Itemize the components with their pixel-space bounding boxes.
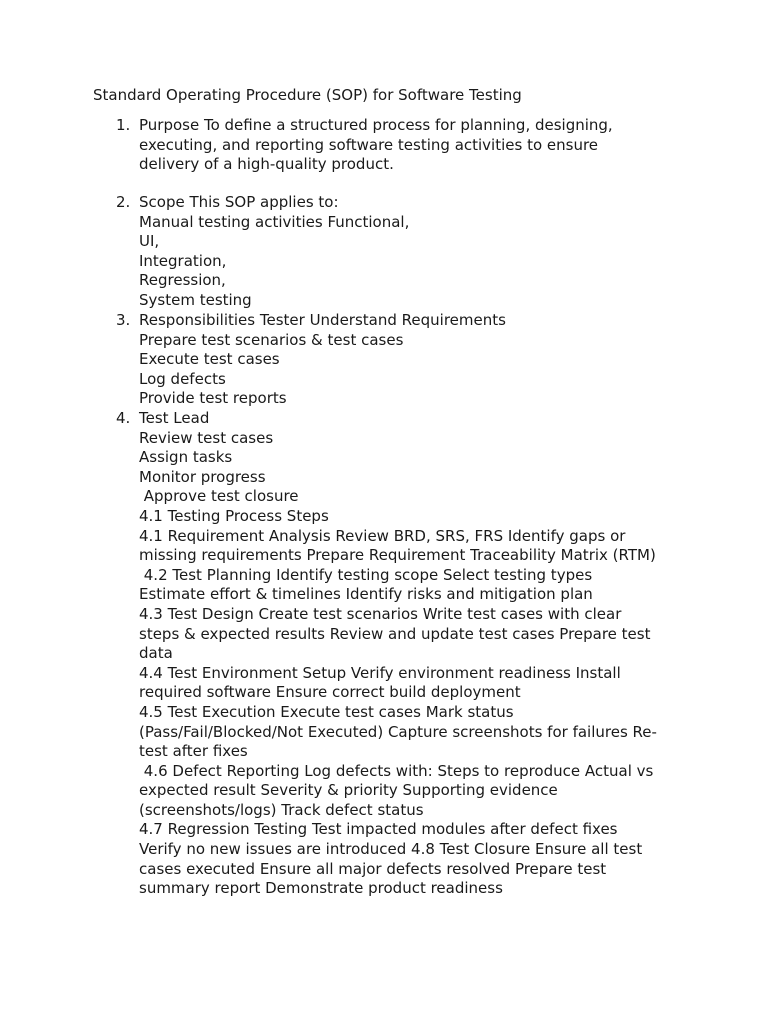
list-item-body <box>139 116 679 175</box>
text-line: 4.1 Requirement Analysis Review BRD, SRS, FRS Identify gaps or <box>139 526 626 545</box>
text-line: 4.1 Testing Process Steps <box>139 506 329 525</box>
text-line: missing requirements Prepare Requirement Traceability Matrix (RTM) <box>139 546 656 565</box>
text-line: delivery of a high-quality product. <box>139 155 394 174</box>
text-line: 4.4 Test Environment Setup Verify environment readiness Install <box>139 663 621 682</box>
text-line: executing, and reporting software testing activities to ensure <box>139 135 599 154</box>
document-title: Standard Operating Procedure (SOP) for Software Testing <box>93 86 522 104</box>
text-line: Scope This SOP applies to: <box>139 193 339 211</box>
text-line: expected result Severity & priority Supporting evidence <box>139 781 558 800</box>
text-line: 4.6 Defect Reporting Log defects with: Steps to reproduce Actual vs <box>139 761 654 780</box>
text-line: steps & expected results Review and update test cases Prepare test <box>139 624 651 643</box>
text-line: Provide test reports <box>139 389 287 408</box>
text-line: cases executed Ensure all major defects resolved Prepare test <box>139 859 607 878</box>
list-item-body <box>139 409 679 899</box>
text-line: 4.2 Test Planning Identify testing scope Select testing types <box>139 565 593 584</box>
text-line: (Pass/Fail/Blocked/Not Executed) Capture screenshots for failures Re- <box>139 722 657 741</box>
list-item-number: 3. <box>116 311 131 329</box>
list-item-body <box>139 311 679 409</box>
list-item-number: 2. <box>116 193 131 211</box>
text-line: Review test cases <box>139 428 274 447</box>
text-line: Manual testing activities Functional, <box>139 212 410 231</box>
text-line: Monitor progress <box>139 467 266 486</box>
text-line: 4.5 Test Execution Execute test cases Mark status <box>139 702 514 721</box>
text-line: Test Lead <box>139 409 210 427</box>
text-line: data <box>139 644 173 663</box>
text-line: Purpose To define a structured process for planning, designing, <box>139 116 613 134</box>
text-line: test after fixes <box>139 742 248 761</box>
list-item-number: 1. <box>116 116 131 134</box>
text-line: System testing <box>139 290 252 309</box>
text-line: Integration, <box>139 251 227 270</box>
text-line: Execute test cases <box>139 350 280 369</box>
text-line: summary report Demonstrate product readiness <box>139 879 503 898</box>
text-line: Log defects <box>139 369 226 388</box>
text-line: Estimate effort & timelines Identify risks and mitigation plan <box>139 585 593 604</box>
text-line: Verify no new issues are introduced 4.8 Test Closure Ensure all test <box>139 840 643 859</box>
text-line: Prepare test scenarios & test cases <box>139 330 404 349</box>
list-item-body <box>139 193 679 311</box>
text-line: Regression, <box>139 271 226 290</box>
text-line: Assign tasks <box>139 448 233 467</box>
text-line: 4.3 Test Design Create test scenarios Write test cases with clear <box>139 604 622 623</box>
text-line: 4.7 Regression Testing Test impacted modules after defect fixes <box>139 820 618 839</box>
text-line: Approve test closure <box>139 487 299 506</box>
text-line: Responsibilities Tester Understand Requirements <box>139 311 506 329</box>
text-line: (screenshots/logs) Track defect status <box>139 800 424 819</box>
text-line: required software Ensure correct build deployment <box>139 683 521 702</box>
list-item-number: 4. <box>116 409 131 427</box>
text-line: UI, <box>139 232 160 251</box>
